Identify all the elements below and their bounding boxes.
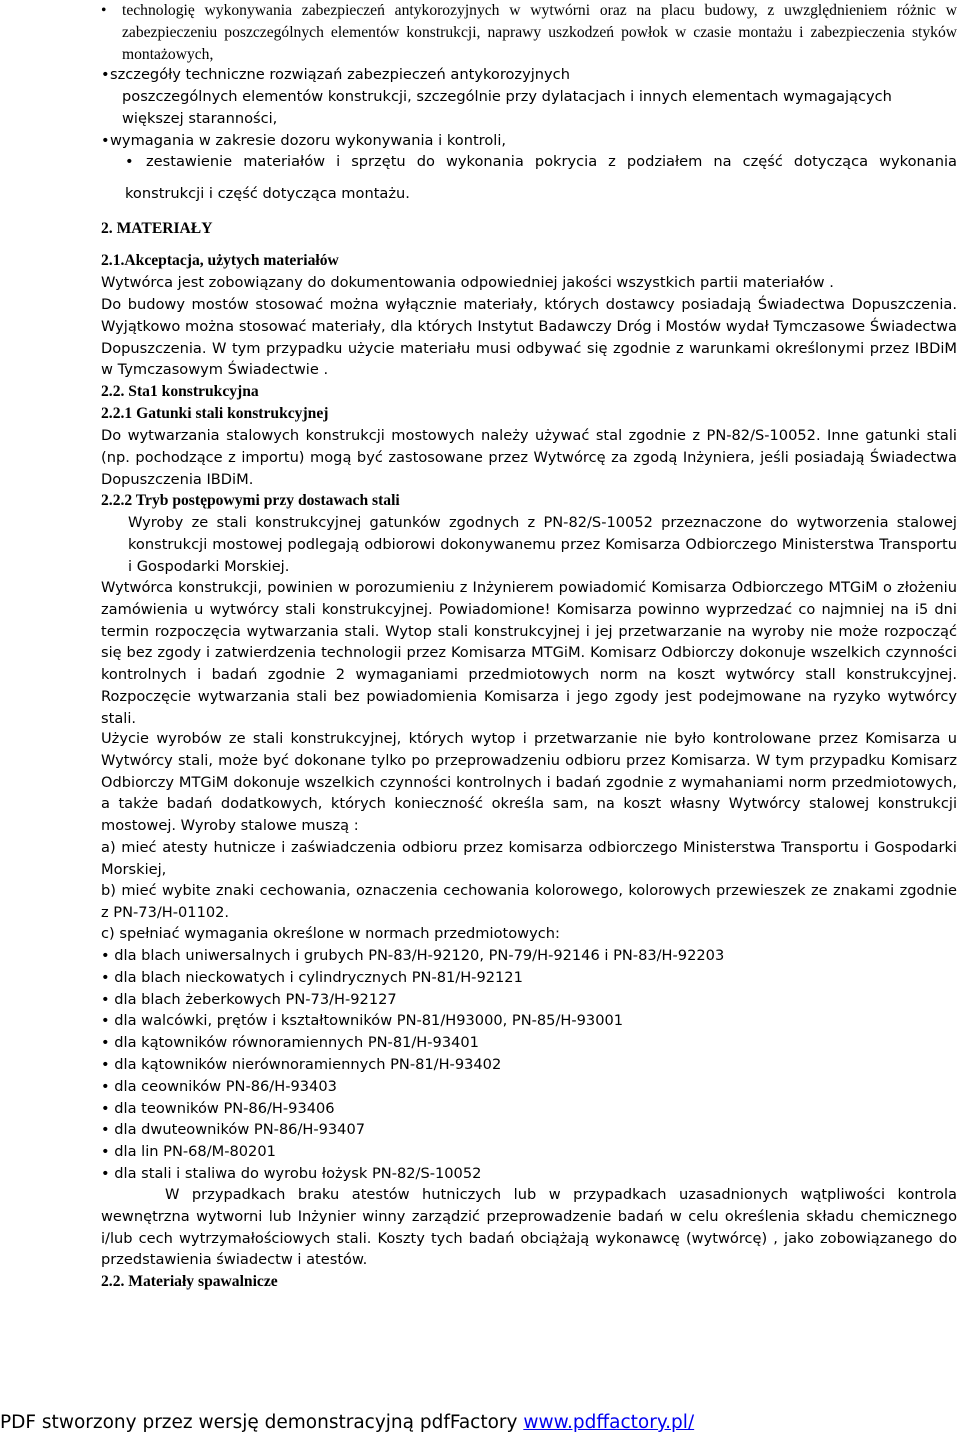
paragraph: Wytwórca konstrukcji, powinien w porozumieniu z Inżynierem powiadomić Komisarza Odbiorczego MTGiM o złożeniu zamówienia u wytwórcy stali konstrukcyjnej. Powiadomione! Komisarza powinno wyprzedzać co najmniej na i5 dni termin rozpoczęcia wytwarzania stali. Wytop stali konstrukcyjnej i jej przetwarzanie na wyroby nie może rozpocząć się bez zgody i zatwierdzenia technologii przez Komisarza MTGiM. Komisarz Odbiorczy dokonuje wszelkich czynności kontrolnych i badań zgodnie 2 wymaganiami przedmiotowych norm na koszt wytwórcy stall konstrukcyjnej. Rozpoczęcie wytwarzania stali bez powiadomienia Komisarza i jego zgody jest podejmowane na ryzyko wytwórcy stali. [101,579,957,727]
bullet-icon: • [101,1034,110,1052]
list-item: • szczegóły techniczne rozwiązań zabezpieczeń antykorozyjnych [101,64,957,86]
bullet-icon: • [101,1143,110,1161]
subsection-heading: 2.2.2 Tryb postępowymi przy dostawach stali [101,492,400,509]
list-item-b: b) mieć wybite znaki cechowania, oznaczenia cechowania kolorowego, kolorowych przewieszek ze znakami zgodnie z PN-73/H-01102. [101,882,957,921]
norm-list-item [101,967,957,989]
subsection-heading: 2.1.Akceptacja, użytych materiałów [101,252,339,269]
paragraph: Wyroby ze stali konstrukcyjnej gatunków zgodnych z PN-82/S-10052 przeznaczone do wytworzenia stalowej konstrukcji mostowej podlegają odbiorowi dokonywanemu przez Komisarza Odbiorczego Ministerstwa Transportu i Gospodarki Morskiej. [128,514,957,575]
norm-list-item [101,1076,957,1098]
bullet-icon: • [101,968,110,986]
bullet-icon: • [101,1055,110,1073]
paragraph: Do wytwarzania stalowych konstrukcji mostowych należy używać stal zgodnie z PN-82/S-10052. Inne gatunki stali (np. pochodzące z importu) mogą być zastosowane przez Wytwórcę za zgodą Inżyniera, jeśli posiadają Świadectwa Dopuszczenia IBDiM. [101,427,957,488]
paragraph: W przypadkach braku atestów hutniczych lub w przypadkach uzasadnionych wątpliwości kontrola wewnętrzna wytworni lub Inżynier winny zarządzić przeprowadzenie badań w celu określenia składu chemicznego i/lub cech wytrzymałościowych stali. Koszty tych badań obciążają wykonawcę (wytwórcę) , jako zobowiązanego do przedstawienia świadectw i atestów. [101,1186,957,1269]
norm-list-item [101,1010,957,1032]
list-item-a: a) mieć atesty hutnicze i zaświadczenia odbioru przez komisarza odbiorczego Ministerstwa Transportu i Gospodarki Morskiej, [101,839,957,878]
norm-list-item [101,1098,957,1120]
norm-list-text: dla blach żeberkowych PN-73/H-92127 [114,990,397,1008]
norm-list-item [101,1032,957,1054]
norm-list-text: dla ceowników PN-86/H-93403 [114,1077,337,1095]
bullet-icon: • [101,1164,110,1182]
norm-list-text: dla dwuteowników PN-86/H-93407 [114,1121,366,1139]
norm-list-text: dla blach nieckowatych i cylindrycznych PN-81/H-92121 [114,968,523,986]
norm-list [101,945,957,1185]
norm-list-item [101,1054,957,1076]
pdf-footer [0,1411,960,1435]
list-item: • technologię wykonywania zabezpieczeń antykorozyjnych w wytwórni oraz na placu budowy, z uwzględnieniem różnic w zabezpieczeniu poszczególnych elementów konstrukcji, naprawy uszkodzeń powłok w czasie montażu i zabezpieczenia styków montażowych, [101,2,957,63]
paragraph: Do budowy mostów stosować można wyłącznie materiały, których dostawcy posiadają Świadectwa Dopuszczenia. Wyjątkowo można stosować materiały, dla których Instytut Badawczy Dróg i Mostów wydał Tymczasowe Świadectwa Dopuszczenia. W tym przypadku użycie materiału musi odbywać się zgodnie z warunkami określonymi przez IBDiM w Tymczasowym Świadectwie . [101,296,957,379]
norm-list-item [101,1119,957,1141]
footer-link[interactable]: www.pdffactory.pl/ [523,1412,695,1433]
subsection-heading: 2.2. Materiały spawalnicze [101,1273,278,1290]
norm-list-item [101,989,957,1011]
footer-text: PDF stworzony przez wersję demonstracyjną pdfFactory [0,1412,518,1433]
list-item: • wymagania w zakresie dozoru wykonywania i kontroli, [101,130,957,152]
bullet-icon: • [101,2,107,19]
bullet-icon: • [101,1099,110,1117]
list-item-continuation: poszczególnych elementów konstrukcji, szczególnie przy dylatacjach i innych elementach wymagających większej staranności, [122,88,892,127]
bullet-list-top [101,0,957,65]
bullet-icon: • [101,1077,110,1095]
section-heading: 2. MATERIAŁY [101,220,213,237]
bullet-icon: • [101,947,110,964]
norm-list-text: dla blach uniwersalnych i grubych PN-83/H-92120, PN-79/H-92146 i PN-83/H-92203 [114,947,725,964]
bullet-icon: • [125,153,134,170]
paragraph: Użycie wyrobów ze stali konstrukcyjnej, których wytop i przetwarzanie nie było kontrolowane przez Komisarza u Wytwórcy stali, może być dokonane tylko po przeprowadzeniu odbioru przez Komisarza. W tym przypadku Komisarz Odbiorczy MTGiM dokonuje wszelkich czynności kontrolnych i badań zgodnie z wymahaniami norm przedmiotowych, a także badań dodatkowych, których konieczność określa sam, na koszt własny Wytwórcy stalowej konstrukcji mostowej. Wyroby stalowe muszą : [101,730,957,835]
list-item-continuation: konstrukcji i część dotycząca montażu. [125,185,410,202]
norm-list-text: dla lin PN-68/M-80201 [114,1143,276,1161]
bullet-icon: • [101,66,110,83]
bullet-icon: • [101,1121,110,1139]
norm-list-text: dla walcówki, prętów i kształtowników PN-81/H93000, PN-85/H-93001 [114,1012,624,1030]
list-item: • zestawienie materiałów i sprzętu do wykonania pokrycia z podziałem na część dotycząca wykonania [125,151,957,173]
subsection-heading: 2.2.1 Gatunki stali konstrukcyjnej [101,405,329,422]
subsection-heading: 2.2. Sta1 konstrukcyjna [101,383,259,400]
norm-list-item [101,1141,957,1163]
norm-list-text: dla stali i staliwa do wyrobu łożysk PN-82/S-10052 [114,1164,482,1182]
bullet-icon: • [101,990,110,1008]
list-item-c: c) spełniać wymagania określone w normach przedmiotowych: [101,925,560,942]
bullet-icon: • [101,1012,110,1030]
norm-list-item [101,945,957,967]
norm-list-item [101,1163,957,1185]
bullet-icon: • [101,132,110,149]
norm-list-text: dla kątowników nierównoramiennych PN-81/H-93402 [114,1055,502,1073]
norm-list-text: dla teowników PN-86/H-93406 [114,1099,335,1117]
norm-list-text: dla kątowników równoramiennych PN-81/H-93401 [114,1034,479,1052]
paragraph: Wytwórca jest zobowiązany do dokumentowania odpowiedniej jakości wszystkich partii materiałów . [101,274,834,291]
